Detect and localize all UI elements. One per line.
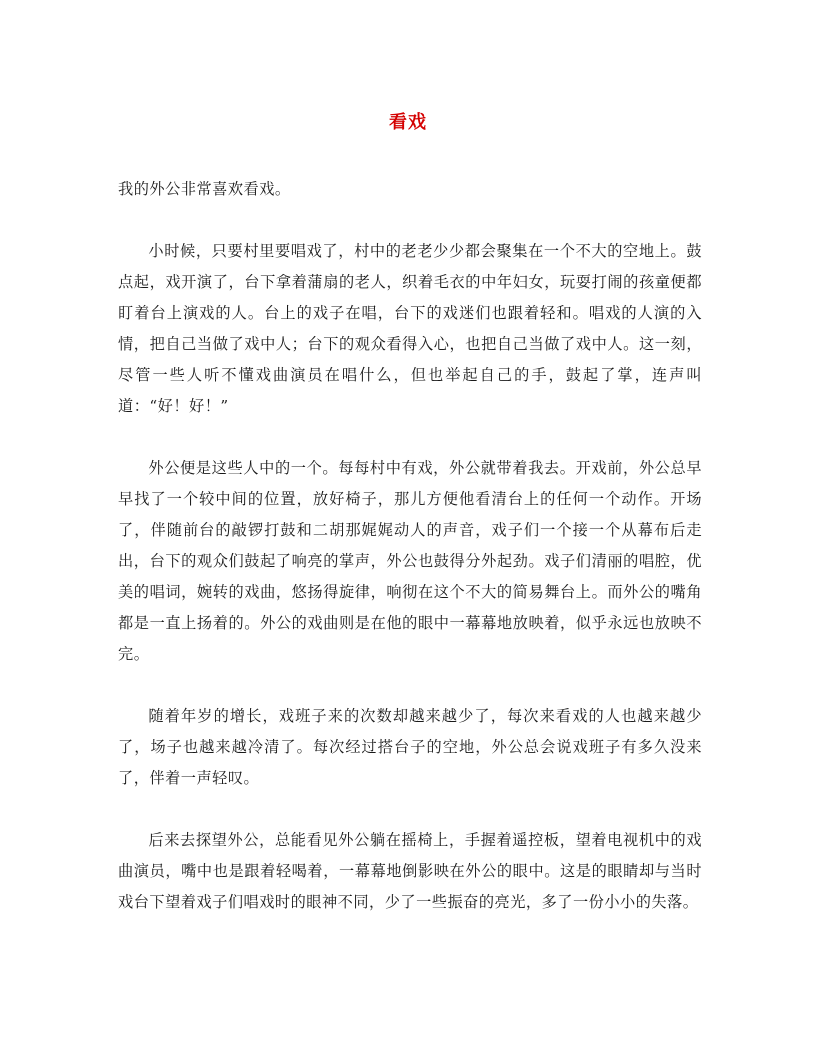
document-title: 看戏: [389, 112, 427, 133]
paragraph-spacer: [118, 670, 702, 701]
paragraph-3: 外公便是这些人中的一个。每每村中有戏，外公就带着我去。开戏前，外公总早早找了一个较中间的位置，放好椅子，那儿方便他看清台上的任何一个动作。开场了，伴随前台的敲锣打鼓和二胡那娓娓动人的声音，戏子们一个接一个从幕布后走出，台下的观众们鼓起了响亮的掌声，外公也鼓得分外起劲。戏子们清丽的唱腔，优美的唱词，婉转的戏曲，悠扬得旋律，响彻在这个不大的简易舞台上。而外公的嘴角都是一直上扬着的。外公的戏曲则是在他的眼中一幕幕地放映着，似乎永远也放映不完。: [118, 459, 702, 663]
paragraph-2: 小时候，只要村里要唱戏了，村中的老老少少都会聚集在一个不大的空地上。鼓点起，戏开演了，台下拿着蒲扇的老人，织着毛衣的中年妇女，玩耍打闹的孩童便都盯着台上演戏的人。台上的戏子在唱，台下的戏迷们也跟着轻和。唱戏的人演的入情，把自己当做了戏中人；台下的观众看得入心，也把自己当做了戏中人。这一刻，尽管一些人听不懂戏曲演员在唱什么，但也举起自己的手，鼓起了掌，连声叫道：“好！好！”: [118, 242, 702, 415]
paragraph-spacer: [118, 794, 702, 825]
paragraph-5: 后来去探望外公，总能看见外公躺在摇椅上，手握着遥控板，望着电视机中的戏曲演员，嘴中也是跟着轻喝着，一幕幕地倒影映在外公的眼中。这是的眼睛却与当时戏台下望着戏子们唱戏时的眼神不同，少了一些振奋的亮光，多了一份小小的失落。: [118, 831, 702, 911]
paragraph-4: 随着年岁的增长，戏班子来的次数却越来越少了，每次来看戏的人也越来越少了，场子也越来越冷清了。每次经过搭台子的空地，外公总会说戏班子有多久没来了，伴着一声轻叹。: [118, 707, 702, 787]
paragraph-spacer: [118, 205, 702, 236]
paragraph-spacer: [118, 422, 702, 453]
paragraph-1: 我的外公非常喜欢看戏。: [118, 180, 291, 198]
document-body: [118, 174, 702, 918]
